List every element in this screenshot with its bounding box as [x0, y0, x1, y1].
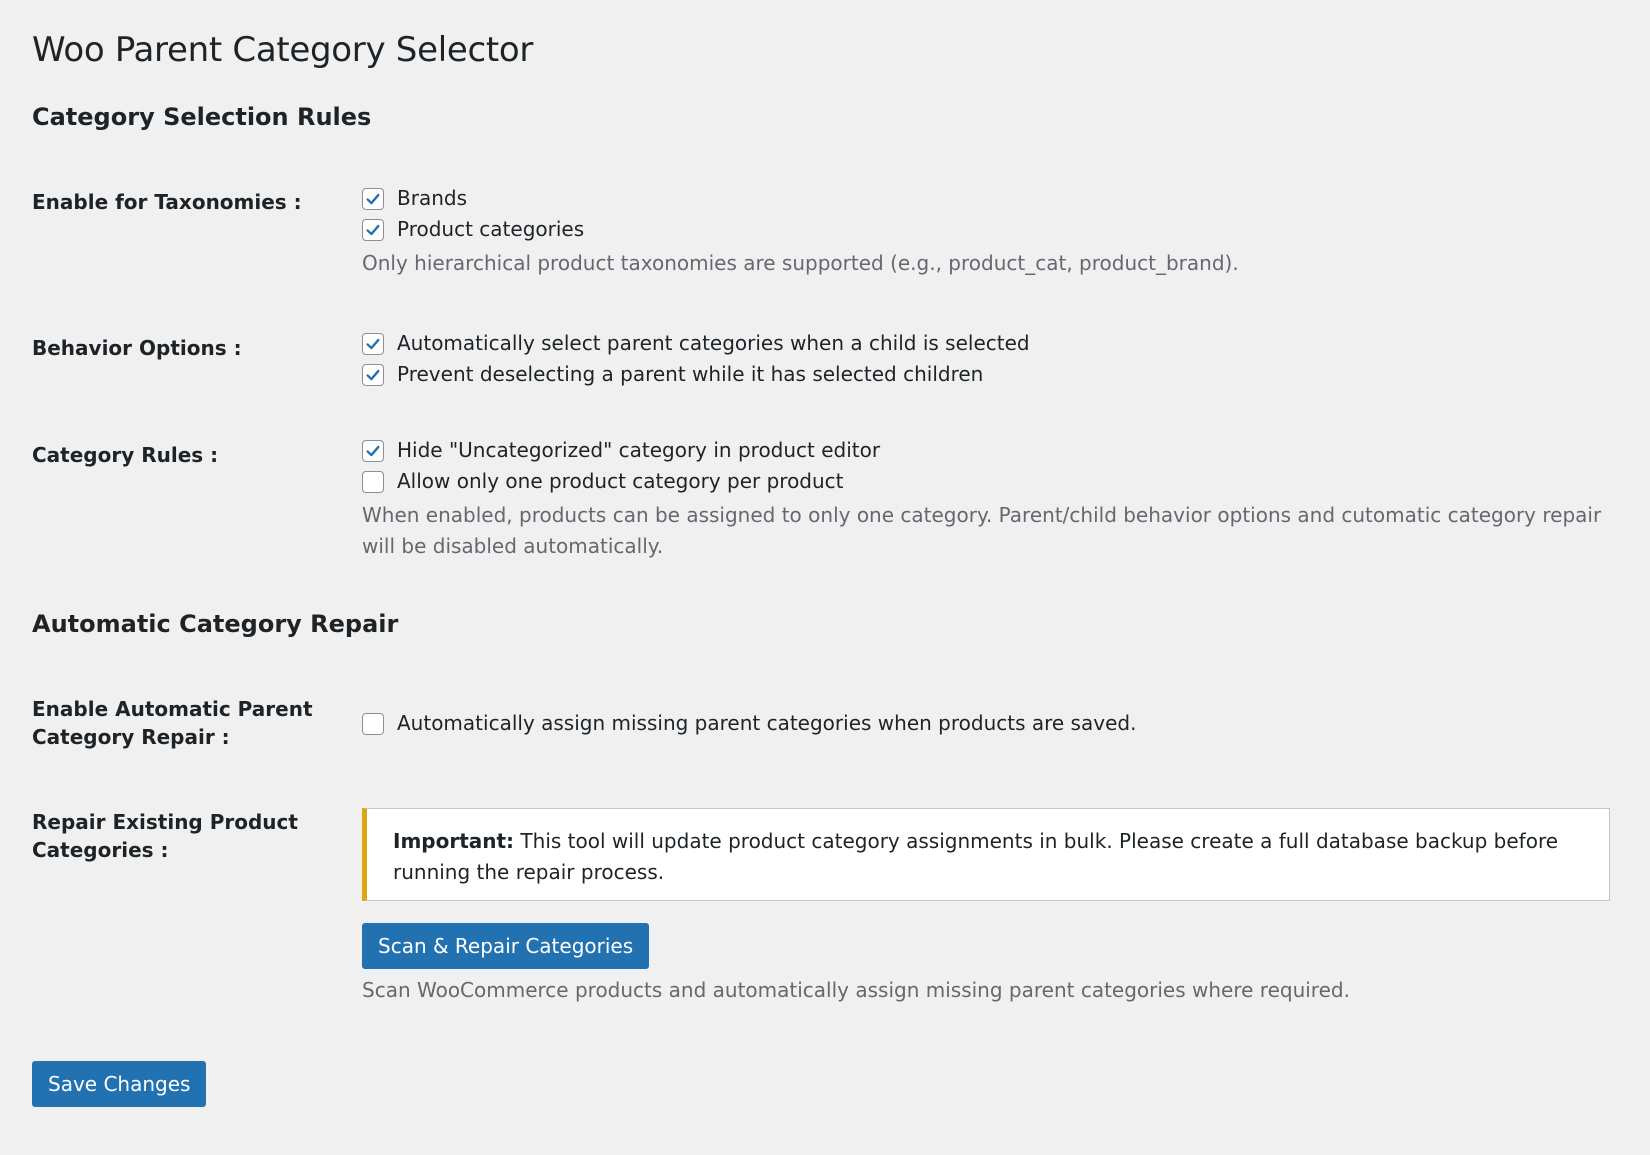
prevent-deselect-label[interactable]: Prevent deselecting a parent while it has selected children: [397, 362, 984, 386]
behavior-field: [362, 328, 1610, 390]
auto-select-parent-checkbox[interactable]: [362, 333, 384, 355]
scan-button-wrap: [362, 923, 1610, 969]
notice-text: This tool will update product category assignments in bulk. Please create a full database backup before running the repair process.: [393, 829, 1559, 884]
backup-warning-notice: [362, 808, 1610, 901]
taxonomy-option-product-categories[interactable]: [362, 214, 1610, 245]
behavior-option-prevent-deselect[interactable]: [362, 359, 1610, 390]
auto-repair-field: [362, 708, 1610, 739]
behavior-option-auto-select-parent[interactable]: [362, 328, 1610, 359]
scan-repair-description: Scan WooCommerce products and automatically assign missing parent categories where required.: [362, 978, 1350, 1002]
page-title: Woo Parent Category Selector: [32, 30, 534, 70]
checkmark-icon: [364, 442, 382, 460]
rule-option-single-category[interactable]: [362, 466, 1610, 497]
brands-checkbox-label[interactable]: Brands: [397, 186, 467, 210]
save-changes-button[interactable]: Save Changes: [32, 1061, 206, 1107]
checkmark-icon: [364, 221, 382, 239]
brands-checkbox[interactable]: [362, 188, 384, 210]
auto-select-parent-label[interactable]: Automatically select parent categories when a child is selected: [397, 331, 1030, 355]
category-rules-description: When enabled, products can be assigned to only one category. Parent/child behavior options and cutomatic category repair will be disabled automatically.: [362, 503, 1602, 558]
product-categories-checkbox-label[interactable]: Product categories: [397, 217, 585, 241]
taxonomies-field: [362, 183, 1610, 279]
single-category-checkbox[interactable]: [362, 471, 384, 493]
taxonomies-label: Enable for Taxonomies :: [32, 190, 302, 214]
checkmark-icon: [364, 190, 382, 208]
product-categories-checkbox[interactable]: [362, 219, 384, 241]
checkmark-icon: [364, 335, 382, 353]
auto-repair-checkbox-label[interactable]: Automatically assign missing parent categories when products are saved.: [397, 711, 1137, 735]
hide-uncategorized-checkbox[interactable]: [362, 440, 384, 462]
notice-strong-label: Important:: [393, 829, 515, 853]
submit-area: [32, 1061, 206, 1107]
taxonomy-option-brands[interactable]: [362, 183, 1610, 214]
repair-existing-field: [362, 808, 1610, 1006]
section-heading-selection-rules: Category Selection Rules: [32, 103, 372, 131]
section-heading-automatic-repair: Automatic Category Repair: [32, 610, 399, 638]
auto-repair-label: Enable Automatic Parent Category Repair :: [32, 697, 313, 749]
repair-existing-label: Repair Existing Product Categories :: [32, 810, 298, 862]
rule-option-hide-uncategorized[interactable]: [362, 435, 1610, 466]
category-rules-label: Category Rules :: [32, 443, 219, 467]
taxonomies-description: Only hierarchical product taxonomies are supported (e.g., product_cat, product_brand).: [362, 251, 1239, 275]
auto-repair-checkbox[interactable]: [362, 713, 384, 735]
single-category-label[interactable]: Allow only one product category per product: [397, 469, 844, 493]
prevent-deselect-checkbox[interactable]: [362, 364, 384, 386]
checkmark-icon: [364, 366, 382, 384]
scan-repair-button[interactable]: Scan & Repair Categories: [362, 923, 649, 969]
hide-uncategorized-label[interactable]: Hide "Uncategorized" category in product editor: [397, 438, 881, 462]
behavior-label: Behavior Options :: [32, 336, 242, 360]
auto-repair-option[interactable]: [362, 708, 1610, 739]
category-rules-field: [362, 435, 1610, 562]
